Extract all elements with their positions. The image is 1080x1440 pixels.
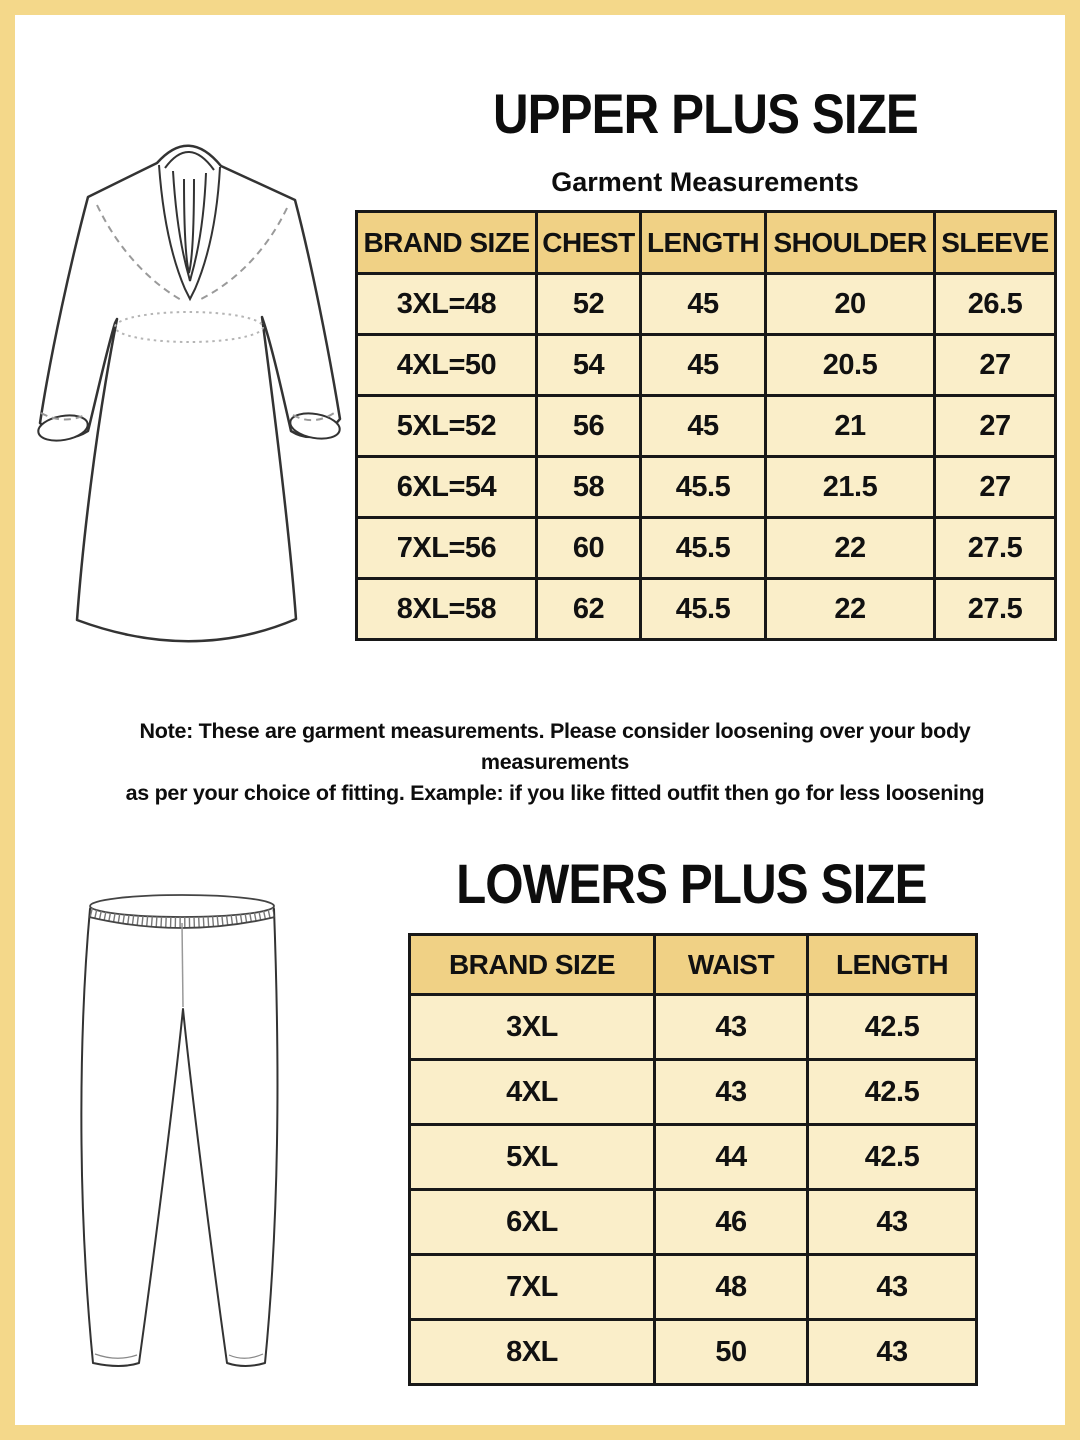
table-cell: 45.5 (641, 457, 766, 518)
table-row (357, 579, 1056, 640)
note-line-2: as per your choice of fitting. Example: if you like fitted outfit then go for less loosening (125, 781, 985, 805)
table-row (357, 457, 1056, 518)
column-header: LENGTH (808, 935, 977, 995)
table-row (410, 1125, 977, 1190)
column-header: BRAND SIZE (357, 212, 537, 274)
table-cell: 42.5 (808, 1125, 977, 1190)
table-cell: 43 (808, 1320, 977, 1385)
table-row (410, 1255, 977, 1320)
column-header: CHEST (537, 212, 641, 274)
kurta-drawing-icon (33, 131, 345, 659)
table-cell: 27 (935, 396, 1056, 457)
table-cell: 45 (641, 396, 766, 457)
lower-title (351, 851, 1031, 916)
upper-title-text: UPPER PLUS SIZE (492, 82, 918, 145)
table-cell: 7XL (410, 1255, 655, 1320)
table-cell: 26.5 (935, 274, 1056, 335)
table-cell: 3XL=48 (357, 274, 537, 335)
table-cell: 6XL=54 (357, 457, 537, 518)
table-cell: 22 (766, 579, 935, 640)
column-header: WAIST (655, 935, 808, 995)
lower-size-table (408, 933, 978, 1386)
table-cell: 43 (655, 995, 808, 1060)
table-cell: 20.5 (766, 335, 935, 396)
column-header: BRAND SIZE (410, 935, 655, 995)
table-cell: 7XL=56 (357, 518, 537, 579)
table-cell: 42.5 (808, 1060, 977, 1125)
table-cell: 8XL=58 (357, 579, 537, 640)
table-cell: 27 (935, 457, 1056, 518)
upper-header-row (357, 212, 1056, 274)
measurement-note (65, 716, 1045, 809)
table-cell: 56 (537, 396, 641, 457)
table-row (357, 396, 1056, 457)
table-row (410, 1320, 977, 1385)
table-cell: 8XL (410, 1320, 655, 1385)
table-cell: 27.5 (935, 518, 1056, 579)
table-cell: 44 (655, 1125, 808, 1190)
table-cell: 42.5 (808, 995, 977, 1060)
table-row (357, 274, 1056, 335)
table-cell: 20 (766, 274, 935, 335)
table-cell: 3XL (410, 995, 655, 1060)
table-cell: 27 (935, 335, 1056, 396)
pants-drawing-icon (79, 889, 279, 1375)
table-cell: 21.5 (766, 457, 935, 518)
table-cell: 45 (641, 274, 766, 335)
table-row (410, 995, 977, 1060)
table-cell: 50 (655, 1320, 808, 1385)
note-line-1: Note: These are garment measurements. Please consider loosening over your body measurements (139, 719, 971, 774)
table-cell: 58 (537, 457, 641, 518)
table-cell: 43 (655, 1060, 808, 1125)
table-cell: 22 (766, 518, 935, 579)
upper-subtitle: Garment Measurements (551, 167, 859, 197)
table-cell: 4XL (410, 1060, 655, 1125)
table-cell: 27.5 (935, 579, 1056, 640)
table-row (357, 518, 1056, 579)
table-cell: 46 (655, 1190, 808, 1255)
table-cell: 45 (641, 335, 766, 396)
table-row (410, 1190, 977, 1255)
table-cell: 60 (537, 518, 641, 579)
table-cell: 45.5 (641, 579, 766, 640)
lower-title-text: LOWERS PLUS SIZE (455, 852, 927, 915)
table-row (357, 335, 1056, 396)
table-cell: 43 (808, 1255, 977, 1320)
upper-title (355, 81, 1055, 146)
column-header: SLEEVE (935, 212, 1056, 274)
table-cell: 21 (766, 396, 935, 457)
table-cell: 48 (655, 1255, 808, 1320)
table-cell: 43 (808, 1190, 977, 1255)
column-header: SHOULDER (766, 212, 935, 274)
table-cell: 62 (537, 579, 641, 640)
table-cell: 4XL=50 (357, 335, 537, 396)
upper-size-table (355, 210, 1057, 641)
table-cell: 5XL (410, 1125, 655, 1190)
table-cell: 6XL (410, 1190, 655, 1255)
table-cell: 5XL=52 (357, 396, 537, 457)
lower-header-row (410, 935, 977, 995)
column-header: LENGTH (641, 212, 766, 274)
table-cell: 54 (537, 335, 641, 396)
table-row (410, 1060, 977, 1125)
table-cell: 52 (537, 274, 641, 335)
table-cell: 45.5 (641, 518, 766, 579)
